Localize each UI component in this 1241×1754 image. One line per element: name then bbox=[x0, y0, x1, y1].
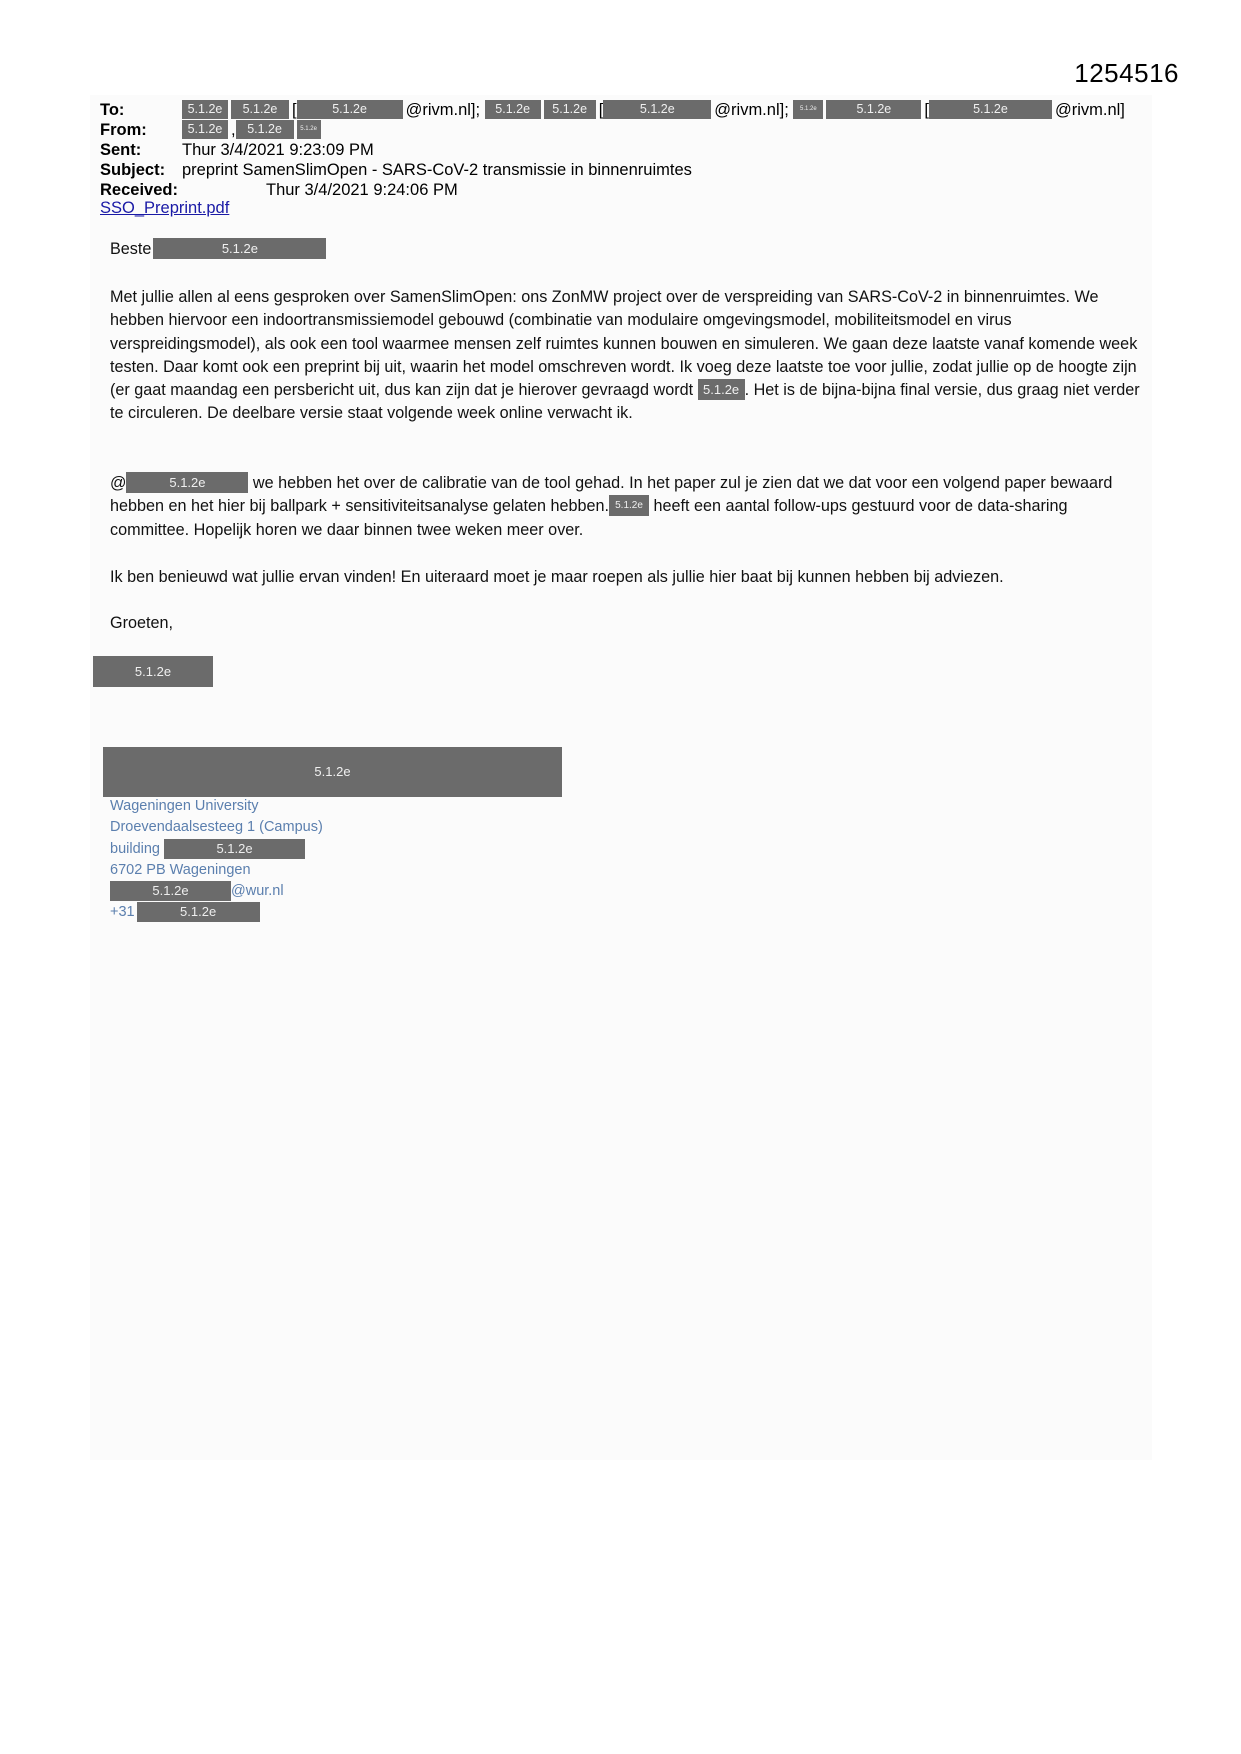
redaction-block: 5.1.2e bbox=[182, 100, 228, 119]
greeting-text: Beste bbox=[110, 240, 152, 258]
redaction-block: 5.1.2e bbox=[826, 100, 921, 119]
signature-organization: Wageningen University bbox=[110, 798, 259, 814]
received-label: Received: bbox=[100, 181, 178, 199]
to-text: [ bbox=[924, 101, 929, 119]
paragraph-2-text-a: we hebben het over de calibratie van de tool gehad. In het paper zul je zien dat we dat voor een volgend paper bewaard hebben en het hier bij ballpark + sensitiviteitsanalyse gelaten hebben. bbox=[110, 474, 1113, 516]
redaction-block: 5.1.2e bbox=[297, 100, 403, 119]
received-row bbox=[100, 180, 458, 200]
redaction-block: 5.1.2e bbox=[126, 472, 248, 493]
redaction-block: 5.1.2e bbox=[698, 379, 745, 400]
redaction-block: 5.1.2e bbox=[485, 100, 541, 119]
signature-address: Droevendaalsesteeg 1 (Campus) bbox=[110, 819, 323, 836]
closing bbox=[110, 612, 1150, 635]
signature-building-label: building bbox=[110, 840, 160, 857]
paragraph-1 bbox=[110, 286, 1150, 426]
redaction-block: 5.1.2e bbox=[110, 881, 231, 901]
redaction-block: 5.1.2e bbox=[793, 100, 823, 119]
redaction-block: 5.1.2e bbox=[603, 100, 711, 119]
subject-label: Subject: bbox=[100, 161, 166, 179]
paragraph-2-text-b: heeft een aantal follow-ups gestuurd voor de data-sharing committee. Hopelijk horen we daar binnen twee weken meer over. bbox=[110, 497, 1068, 539]
signature-building bbox=[110, 839, 323, 860]
paragraph-2-at: @ bbox=[110, 474, 127, 492]
paragraph-3-text: Ik ben benieuwd wat jullie ervan vinden! En uiteraard moet je maar roepen als jullie hier baat bij kunnen hebben bij adviezen. bbox=[110, 568, 1004, 586]
to-text: [ bbox=[598, 101, 604, 119]
subject-row bbox=[100, 160, 692, 180]
paragraph-1-text-a: Met jullie allen al eens gesproken over SamenSlimOpen: ons ZonMW project over de verspreiding van SARS-CoV-2 in binnenruimtes. We hebben hiervoor een indoortransmissiemodel gebouwd (combinatie van modulaire omgevingsmodel, mobiliteitsmodel en virus verspreidingsmodel), als ook een tool waarmee mensen zelf ruimtes kunnen bouwen en simuleren. We gaan deze laatste vanaf komende week testen. Daar komt ook een preprint bij uit, waarin het model omschreven wordt. Ik voeg deze laatste toe voor jullie, zodat jullie op de hoogte zijn (er gaat maandag een persbericht uit, dus kan zijn dat je hierover gevraagd wordt bbox=[110, 288, 1138, 400]
from-value bbox=[182, 120, 324, 140]
greeting bbox=[110, 238, 1150, 261]
sent-row bbox=[100, 140, 374, 160]
from-label: From: bbox=[100, 121, 147, 139]
paragraph-2 bbox=[110, 472, 1150, 542]
redaction-block: 5.1.2e bbox=[164, 839, 305, 859]
redaction-block: 5.1.2e bbox=[137, 902, 260, 922]
redaction-block: 5.1.2e bbox=[153, 238, 326, 259]
to-text: @rivm.nl] bbox=[1054, 101, 1125, 119]
signature-name-redaction: 5.1.2e bbox=[103, 747, 562, 797]
sent-label: Sent: bbox=[100, 141, 142, 159]
signature-email-domain: @wur.nl bbox=[231, 883, 284, 900]
closing-text: Groeten, bbox=[110, 614, 173, 632]
redaction-block: 5.1.2e bbox=[231, 100, 289, 119]
to-text: @rivm.nl]; bbox=[714, 101, 789, 119]
to-value bbox=[182, 100, 1125, 120]
to-row bbox=[100, 100, 1125, 120]
redaction-block: 5.1.2e bbox=[544, 100, 596, 119]
paragraph-1-text-b: . Het is de bijna-bijna final versie, dus graag niet verder te circuleren. De deelbare versie staat volgende week online verwacht ik. bbox=[110, 381, 1140, 423]
signature-email bbox=[110, 881, 323, 902]
received-value: Thur 3/4/2021 9:24:06 PM bbox=[266, 181, 458, 199]
redaction-block: 5.1.2e bbox=[182, 120, 228, 139]
signature-phone-prefix: +31 bbox=[110, 904, 135, 921]
redaction-block: 5.1.2e bbox=[236, 120, 294, 139]
signature-phone bbox=[110, 902, 323, 923]
paragraph-3 bbox=[110, 566, 1150, 589]
attachment-link[interactable]: SSO_Preprint.pdf bbox=[100, 199, 230, 217]
sender-name-redaction: 5.1.2e bbox=[93, 656, 213, 687]
from-row bbox=[100, 120, 317, 140]
redaction-block: 5.1.2e bbox=[929, 100, 1052, 119]
to-text: @rivm.nl]; bbox=[405, 101, 481, 119]
document-number: 1254516 bbox=[1074, 58, 1179, 88]
subject-value: preprint SamenSlimOpen - SARS-CoV-2 transmissie in binnenruimtes bbox=[182, 161, 692, 179]
redaction-block: 5.1.2e bbox=[609, 495, 649, 516]
signature-block bbox=[110, 796, 323, 924]
redaction-block: 5.1.2e bbox=[297, 120, 321, 139]
signature-postcode: 6702 PB Wageningen bbox=[110, 861, 251, 878]
to-text: [ bbox=[292, 101, 297, 119]
sent-value: Thur 3/4/2021 9:23:09 PM bbox=[182, 141, 374, 159]
from-separator: , bbox=[231, 121, 236, 139]
to-label: To: bbox=[100, 101, 125, 119]
